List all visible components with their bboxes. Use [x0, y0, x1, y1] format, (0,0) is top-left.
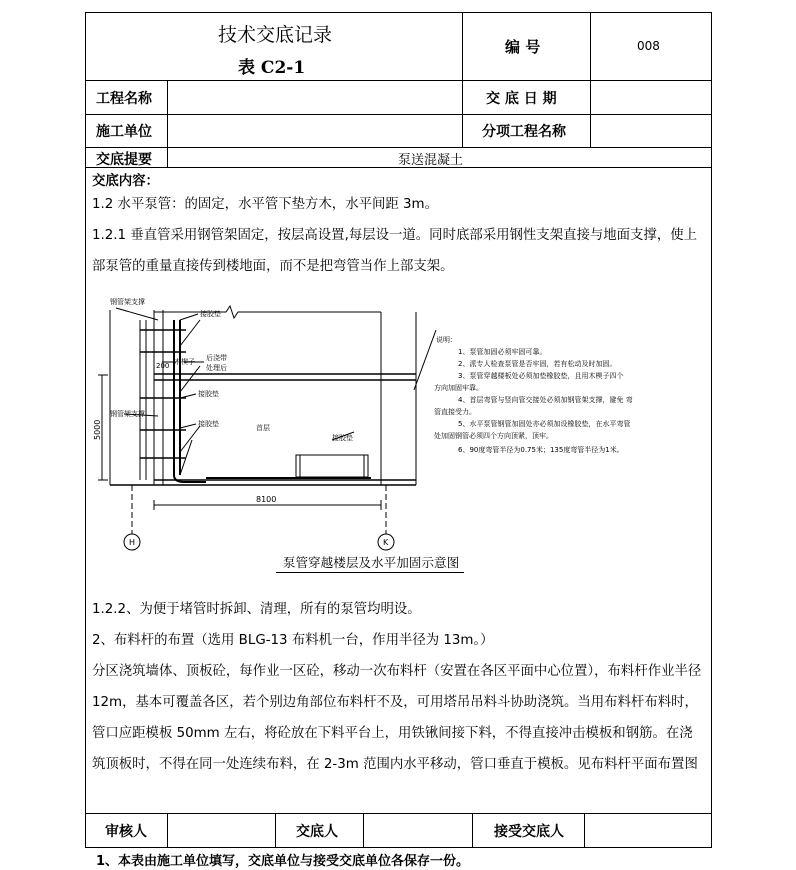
reviewer-label: 审核人 — [105, 824, 147, 840]
note-line: 4、首层弯管与竖向管交接处必须加钢管架支撑，避免 弯 — [458, 396, 633, 404]
project-name-label: 工程名称 — [96, 91, 152, 107]
note-line: 方向加固牢靠。 — [434, 384, 483, 392]
fig-label-rubber-pad-3: 接胶垫 — [198, 420, 219, 428]
note-line: 2、派专人检查泵管是否牢固，若有松动及时加固。 — [458, 360, 617, 368]
caption-underline — [276, 572, 464, 573]
summary-value: 泵送混凝土 — [398, 153, 464, 168]
unit-label: 施工单位 — [96, 124, 152, 140]
fig-label-dim-5000: 5000 — [93, 419, 102, 440]
pump-pipe-diagram — [93, 290, 706, 580]
sub-project-label: 分项工程名称 — [482, 124, 566, 140]
paragraph-5: 分区浇筑墙体、顶板砼，每作业一区砼，移动一次布料杆（安置在各区平面中心位置），布料杆作业半径 12m，基本可覆盖各区，若个别边角部位布料杆不及，可用塔吊吊料斗协助浇筑。当用布料杆布料时，管口应距模板 50mm 左右，将砼放在下料平台上，用铁锹间接下料，不得直接冲击模板和钢筋。在浇筑顶板时，不得在同一处连续布料，在 2-3m 范围内水平移动，管口垂直于模板。见布料杆平面布置图 — [92, 664, 702, 772]
fig-label-steel-support-top: 钢管架支撑 — [110, 298, 145, 306]
col-divider — [462, 12, 463, 147]
row-divider — [85, 80, 712, 81]
col-divider — [167, 80, 168, 167]
fig-label-axis-h: H — [129, 538, 136, 547]
content-heading: 交底内容： — [92, 174, 159, 189]
fig-label-rubber-pad-2: 接胶垫 — [198, 390, 219, 398]
note-line: 3、泵管穿越楼板处必须加垫橡胶垫，且用木楔子四个 — [458, 372, 624, 380]
content-block-2 — [92, 594, 704, 780]
note-line: 6、90度弯管半径为0.75米；135度弯管半径为1米。 — [458, 446, 624, 454]
col-divider — [472, 813, 473, 848]
fig-label-steel-support-mid: 钢管架支撑 — [110, 410, 145, 418]
row-divider — [85, 813, 712, 814]
figure-notes — [434, 335, 633, 454]
notes-title: 说明： — [436, 336, 457, 344]
fig-label-axis-k: K — [383, 538, 389, 547]
paragraph-1: 1.2 水平泵管：的固定，水平管下垫方木，水平间距 3m。 — [92, 197, 438, 212]
number-value: 008 — [637, 39, 660, 53]
col-divider — [363, 813, 364, 848]
fig-label-wood-block: 木楔子 — [174, 358, 195, 366]
footnote: 1、本表由施工单位填写，交底单位与接受交底单位各保存一份。 — [96, 854, 470, 869]
fig-label-rubber-pad-4: 接胶垫 — [332, 434, 353, 442]
receiver-label: 接受交底人 — [494, 824, 564, 840]
fig-label-rubber-pad-1: 接胶垫 — [200, 310, 221, 318]
paragraph-2: 1.2.1 垂直管采用钢管架固定，按层高设置,每层设一道。同时底部采用钢性支架直接与地面支撑，使上部泵管的重量直接传到楼地面，而不是把弯管当作上部支架。 — [92, 228, 697, 274]
col-divider — [590, 12, 591, 147]
form-number: 表 C2-1 — [238, 58, 306, 78]
paragraph-3: 1.2.2、为便于堵管时拆卸、清理，所有的泵管均明设。 — [92, 602, 421, 617]
figure-caption: 泵管穿越楼层及水平加固示意图 — [282, 555, 460, 570]
fig-label-floor-slab: 首层 — [256, 424, 270, 432]
fig-label-treated: 处理后 — [206, 364, 227, 372]
content-block-1 — [92, 189, 704, 282]
fig-label-dim-8100: 8100 — [256, 495, 277, 504]
number-label: 编 号 — [505, 38, 541, 56]
col-divider — [167, 813, 168, 848]
note-line: 5、水平泵管钢管加固处亦必须加设橡胶垫，在水平弯管 — [458, 420, 631, 428]
date-label: 交 底 日 期 — [486, 91, 557, 107]
fig-label-floor-opening: 后浇带 — [206, 354, 227, 362]
note-line: 处加固钢管必须四个方向顶紧，顶牢。 — [434, 432, 553, 440]
row-divider — [85, 147, 712, 148]
col-divider — [584, 813, 585, 848]
paragraph-4: 2、布料杆的布置（选用 BLG-13 布料机一台，作用半径为 13m。） — [92, 633, 494, 648]
presenter-label: 交底人 — [296, 824, 338, 840]
document-title: 技术交底记录 — [218, 24, 333, 46]
note-line: 1、泵管加固必须牢固可靠。 — [458, 348, 547, 356]
summary-label: 交底提要 — [96, 152, 152, 168]
fig-label-dim-200: 200 — [156, 362, 170, 370]
row-divider — [85, 114, 712, 115]
note-line: 管直接受力。 — [434, 408, 476, 416]
col-divider — [275, 813, 276, 848]
